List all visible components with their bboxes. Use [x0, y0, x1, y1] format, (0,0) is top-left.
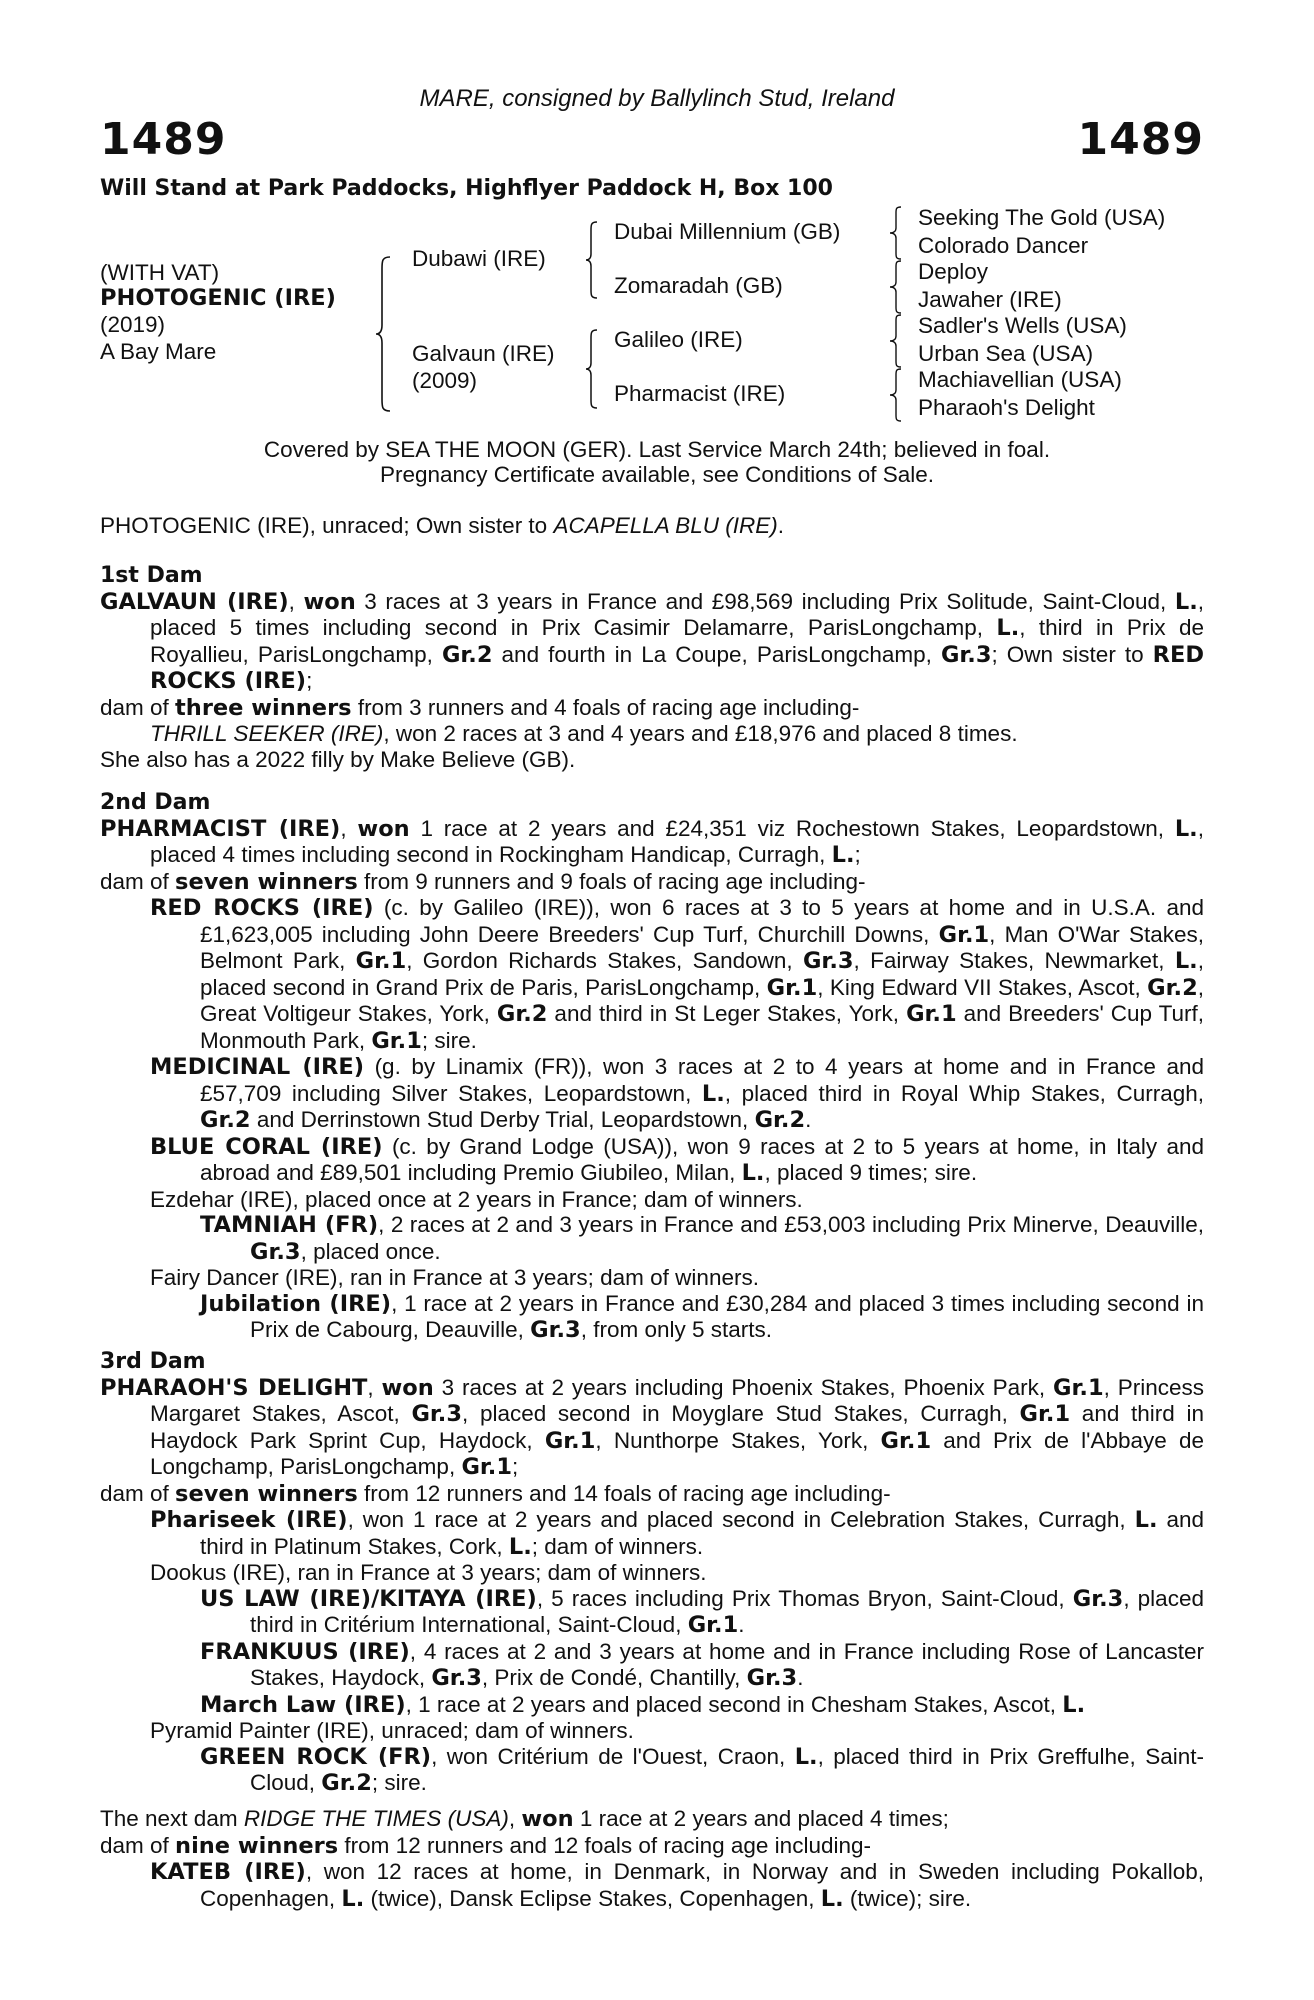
next-dam-produce: dam of nine winners from 12 runners and 12 foals of racing age including-: [100, 1832, 871, 1859]
produce-red-rocks: RED ROCKS (IRE) (c. by Galileo (IRE)), won 6 races at 3 to 5 years at home and in U.S.A. and £1,623,005 including John Deere Breeders' Cup Turf, Churchill Downs, Gr.1, Man O'War Stakes, Belmont Park, Gr.1, Gordon Richards Stakes, Sandown, Gr.3, Fairway Stakes, Newmarket, L., placed second in Grand Prix de Paris, ParisLongchamp, Gr.1, King Edward VII Stakes, Ascot, Gr.2, Great Voltigeur Stakes, York, Gr.2 and third in St Leger Stakes, York, Gr.1 and Breeders' Cup Turf, Monmouth Park, Gr.1; sire.: [150, 895, 1204, 1054]
third-dam-heading: 3rd Dam: [100, 1349, 206, 1374]
brace-g1: [888, 205, 904, 261]
intro-line: PHOTOGENIC (IRE), unraced; Own sister to ACAPELLA BLU (IRE).: [100, 513, 784, 538]
dd-sire: Machiavellian (USA): [918, 367, 1122, 392]
second-dam-produce: dam of seven winners from 9 runners and 9 foals of racing age including-: [100, 868, 866, 895]
produce-green-rock: GREEN ROCK (FR), won Critérium de l'Ouest, Craon, L., placed third in Prix Greffulhe, Saint-Cloud, Gr.2; sire.: [200, 1743, 1205, 1796]
sire-name: Dubawi (IRE): [412, 246, 546, 271]
ss-dam: Colorado Dancer: [918, 233, 1089, 258]
produce-jubilation: Jubilation (IRE), 1 race at 2 years in France and £30,284 and placed 3 times including second in Prix de Cabourg, Deauville, Gr.3, from only 5 starts.: [200, 1290, 1204, 1343]
stand-location: Will Stand at Park Paddocks, Highflyer Paddock H, Box 100: [100, 176, 833, 201]
second-dam-heading: 2nd Dam: [100, 790, 211, 815]
first-dam-produce: dam of three winners from 3 runners and 4 foals of racing age including-: [100, 694, 860, 721]
covered-line-2: Pregnancy Certificate available, see Conditions of Sale.: [379, 462, 935, 487]
produce-march-law: March Law (IRE), 1 race at 2 years and placed second in Chesham Stakes, Ascot, L.: [200, 1691, 1086, 1718]
dam-name: Galvaun (IRE): [412, 341, 555, 366]
produce-tamniah: TAMNIAH (FR), 2 races at 2 and 3 years in France and £53,003 including Prix Minerve, Deauville, Gr.3, placed once.: [200, 1212, 1204, 1265]
ds-dam: Urban Sea (USA): [918, 341, 1094, 366]
ss-sire: Seeking The Gold (USA): [918, 205, 1166, 230]
produce-thrill-seeker: THRILL SEEKER (IRE), won 2 races at 3 and 4 years and £18,976 and placed 8 times.: [150, 721, 1018, 746]
dd-dam: Pharaoh's Delight: [918, 395, 1095, 420]
second-dam-section: [100, 790, 1204, 1344]
brace-dam: [584, 328, 600, 410]
sd-sire: Deploy: [918, 259, 989, 284]
produce-phariseek: Phariseek (IRE), won 1 race at 2 years and placed second in Celebration Stakes, Curragh, L. and third in Platinum Stakes, Cork, L.; dam of winners.: [150, 1507, 1205, 1560]
brace-sire: [584, 220, 600, 300]
sire-sire: Dubai Millennium (GB): [614, 219, 841, 244]
produce-pyramid-painter: Pyramid Painter (IRE), unraced; dam of winners.: [150, 1718, 634, 1743]
first-dam-entry: GALVAUN (IRE), won 3 races at 3 years in France and £98,569 including Prix Solitude, Saint-Cloud, L., placed 5 times including second in Prix Casimir Delamarre, ParisLongchamp, L., third in Prix de Royallieu, ParisLongchamp, Gr.2 and fourth in La Coupe, ParisLongchamp, Gr.3; Own sister to RED ROCKS (IRE);: [100, 588, 1205, 694]
produce-us-law: US LAW (IRE)/KITAYA (IRE), 5 races including Prix Thomas Bryon, Saint-Cloud, Gr.3, placed third in Critérium International, Saint-Cloud, Gr.1.: [200, 1585, 1204, 1638]
first-dam-also: She also has a 2022 filly by Make Believe (GB).: [100, 746, 576, 772]
produce-ezdehar: Ezdehar (IRE), placed once at 2 years in France; dam of winners.: [150, 1186, 803, 1212]
produce-dookus: Dookus (IRE), ran in France at 3 years; dam of winners.: [150, 1560, 707, 1585]
horse-name: PHOTOGENIC (IRE): [100, 285, 336, 311]
dam-year: (2009): [412, 368, 478, 393]
horse-description: A Bay Mare: [100, 339, 217, 364]
ds-sire: Sadler's Wells (USA): [918, 313, 1127, 338]
lot-number-left: 1489: [100, 114, 227, 165]
covered-line-1: Covered by SEA THE MOON (GER). Last Service March 24th; believed in foal.: [263, 437, 1051, 462]
third-dam-produce: dam of seven winners from 12 runners and 14 foals of racing age including-: [100, 1480, 891, 1507]
lot-number-right: 1489: [1077, 114, 1204, 165]
produce-kateb: KATEB (IRE), won 12 races at home, in Denmark, in Norway and in Sweden including Pokallob, Copenhagen, L. (twice), Dansk Eclipse Stakes, Copenhagen, L. (twice); sire.: [150, 1859, 1204, 1912]
third-dam-entry: PHARAOH'S DELIGHT, won 3 races at 2 years including Phoenix Stakes, Phoenix Park, Gr.1, Princess Margaret Stakes, Ascot, Gr.3, placed second in Moyglare Stud Stakes, Curragh, Gr.1 and third in Haydock Park Sprint Cup, Haydock, Gr.1, Nunthorpe Stakes, York, Gr.1 and Prix de l'Abbaye de Longchamp, ParisLongchamp, Gr.1;: [100, 1374, 1205, 1480]
brace-g2: [888, 259, 904, 315]
consignment-line: MARE, consigned by Ballylinch Stud, Ireland: [419, 85, 895, 112]
first-dam-section: [100, 563, 1204, 772]
brace-g4: [888, 367, 904, 423]
next-dam-section: [100, 1806, 1204, 1912]
third-dam-section: [100, 1349, 1204, 1797]
vat-note: (WITH VAT): [100, 260, 220, 285]
produce-blue-coral: BLUE CORAL (IRE) (c. by Grand Lodge (USA)), won 9 races at 2 to 5 years at home, in Italy and abroad and £89,501 including Premio Giubileo, Milan, L., placed 9 times; sire.: [150, 1133, 1205, 1186]
brace-g3: [888, 313, 904, 369]
dam-sire: Galileo (IRE): [614, 327, 743, 352]
sd-dam: Jawaher (IRE): [918, 287, 1062, 312]
dam-dam: Pharmacist (IRE): [614, 381, 786, 406]
second-dam-entry: PHARMACIST (IRE), won 1 race at 2 years and £24,351 viz Rochestown Stakes, Leopardstown, L., placed 4 times including second in Rockingham Handicap, Curragh, L.;: [100, 815, 1204, 868]
brace-main: [374, 255, 394, 413]
produce-frankuus: FRANKUUS (IRE), 4 races at 2 and 3 years at home and in France including Rose of Lancaster Stakes, Haydock, Gr.3, Prix de Condé, Chantilly, Gr.3.: [200, 1638, 1204, 1691]
horse-year: (2019): [100, 312, 166, 337]
produce-medicinal: MEDICINAL (IRE) (g. by Linamix (FR)), won 3 races at 2 to 4 years at home and in France and £57,709 including Silver Stakes, Leopardstown, L., placed third in Royal Whip Stakes, Curragh, Gr.2 and Derrinstown Stud Derby Trial, Leopardstown, Gr.2.: [150, 1054, 1204, 1133]
first-dam-heading: 1st Dam: [100, 563, 203, 588]
next-dam-entry: The next dam RIDGE THE TIMES (USA), won 1 race at 2 years and placed 4 times;: [100, 1806, 949, 1832]
produce-fairy-dancer: Fairy Dancer (IRE), ran in France at 3 years; dam of winners.: [150, 1265, 759, 1290]
sire-dam: Zomaradah (GB): [614, 273, 783, 298]
